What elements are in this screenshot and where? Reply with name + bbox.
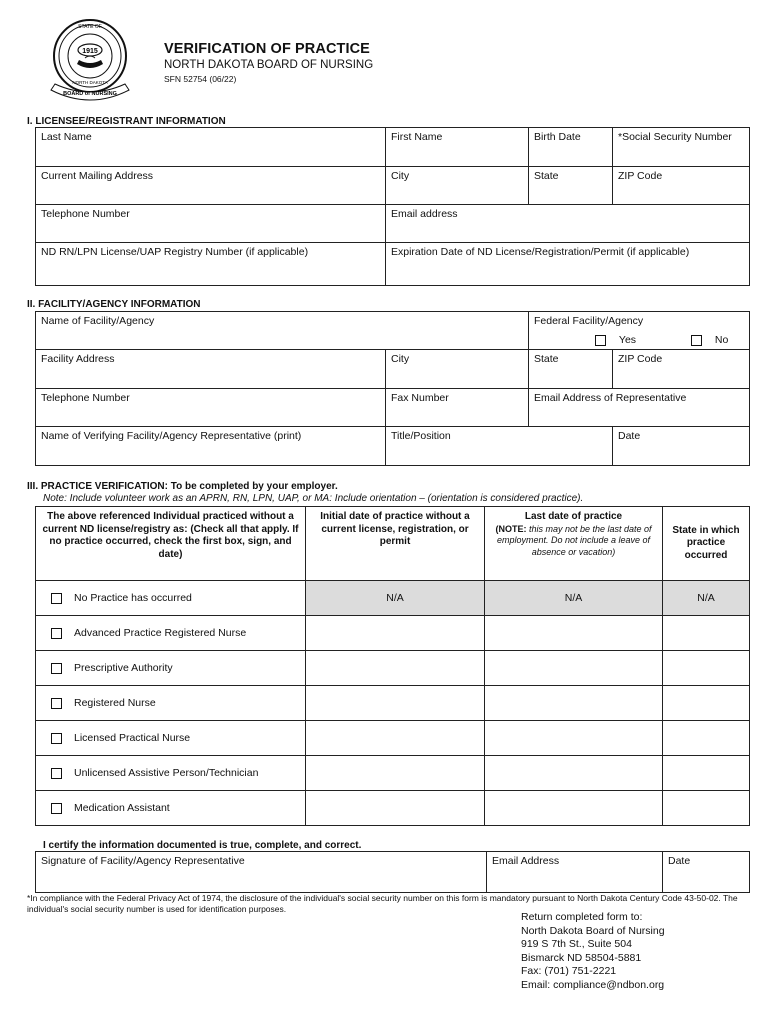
section-3-note: Note: Include volunteer work as an APRN, RN, LPN, UAP, or MA: Include orientation – (orientation is considered practice). <box>43 493 584 504</box>
state-cell[interactable] <box>663 651 750 686</box>
col-state-header: State in which practice occurred <box>663 507 750 581</box>
organization-name: NORTH DAKOTA BOARD OF NURSING <box>164 59 374 71</box>
rep-name-field[interactable] <box>36 427 386 466</box>
facility-table <box>35 311 750 466</box>
facility-state-field[interactable] <box>529 350 613 389</box>
last-date-title: Last date of practice <box>524 511 623 522</box>
last-date-note: this may not be the last date of employment. Do not include a leave of absence or vacation) <box>496 523 652 557</box>
federal-facility-field <box>529 312 750 350</box>
last-date-cell[interactable] <box>485 721 663 756</box>
state-field[interactable] <box>529 167 613 205</box>
certify-email-field[interactable] <box>487 852 663 893</box>
last-date-cell: N/A <box>485 581 663 616</box>
rn-checkbox[interactable] <box>51 698 62 709</box>
section-3-heading: III. PRACTICE VERIFICATION: To be completed by your employer. <box>27 481 338 492</box>
license-number-field[interactable] <box>36 243 386 286</box>
rep-email-field[interactable] <box>529 389 750 427</box>
yes-label: Yes <box>618 334 637 346</box>
table-row <box>36 581 750 616</box>
row-label: Medication Assistant <box>74 802 170 814</box>
practice-type-cell[interactable] <box>36 756 306 791</box>
facility-city-label: City <box>391 353 410 365</box>
initial-date-cell[interactable] <box>306 651 485 686</box>
initial-date-cell[interactable] <box>306 721 485 756</box>
certify-date-label: Date <box>668 855 691 867</box>
form-title: VERIFICATION OF PRACTICE <box>164 41 370 57</box>
last-date-cell[interactable] <box>485 756 663 791</box>
expiration-date-label: Expiration Date of ND License/Registration/Permit (if applicable) <box>391 246 690 258</box>
city-field[interactable] <box>386 167 529 205</box>
mailing-address-field[interactable] <box>36 167 386 205</box>
fax-field[interactable] <box>386 389 529 427</box>
federal-facility-label: Federal Facility/Agency <box>534 315 644 327</box>
facility-zip-field[interactable] <box>613 350 750 389</box>
state-cell[interactable] <box>663 616 750 651</box>
first-name-label: First Name <box>391 131 443 143</box>
row-label: No Practice has occurred <box>74 592 192 604</box>
row-label: Prescriptive Authority <box>74 662 173 674</box>
seal-ribbon-text: BOARD of NURSING <box>63 91 117 97</box>
form-number: SFN 52754 (06/22) <box>164 74 237 84</box>
privacy-notice: *In compliance with the Federal Privacy Act of 1974, the disclosure of the individual's social security number on this form is mandatory pursuant to North Dakota Century Code 43-50-02. The individual's social security number is used for identification purposes. <box>27 893 738 914</box>
facility-zip-label: ZIP Code <box>618 353 663 365</box>
zip-label: ZIP Code <box>618 170 663 182</box>
table-row <box>36 721 750 756</box>
signature-label: Signature of Facility/Agency Representative <box>41 855 245 867</box>
practice-type-cell[interactable] <box>36 791 306 826</box>
federal-no-option[interactable] <box>691 334 728 346</box>
mailing-address-label: Current Mailing Address <box>41 170 154 182</box>
uap-checkbox[interactable] <box>51 768 62 779</box>
title-position-label: Title/Position <box>391 430 451 442</box>
certify-email-label: Email Address <box>492 855 560 867</box>
return-line: North Dakota Board of Nursing <box>521 924 665 937</box>
rep-name-label: Name of Verifying Facility/Agency Representative (print) <box>41 430 302 442</box>
initial-date-cell: N/A <box>306 581 485 616</box>
row-label: Unlicensed Assistive Person/Technician <box>74 767 259 779</box>
email-field[interactable] <box>386 205 750 243</box>
seal-text-top: STATE OF <box>78 24 102 30</box>
last-date-note-bold: (NOTE: <box>495 523 527 534</box>
ma-checkbox[interactable] <box>51 803 62 814</box>
email-label: Email address <box>391 208 458 220</box>
expiration-date-field[interactable] <box>386 243 750 286</box>
certify-date-field[interactable] <box>663 852 750 893</box>
practice-type-cell[interactable] <box>36 616 306 651</box>
first-name-field[interactable] <box>386 128 529 167</box>
board-seal-logo <box>45 14 135 104</box>
seal-text-state: NORTH DAKOTA <box>72 80 108 85</box>
initial-date-cell[interactable] <box>306 686 485 721</box>
certify-statement: I certify the information documented is true, complete, and correct. <box>43 840 362 851</box>
facility-address-field[interactable] <box>36 350 386 389</box>
facility-telephone-field[interactable] <box>36 389 386 427</box>
fax-label: Fax Number <box>391 392 449 404</box>
initial-date-cell[interactable] <box>306 616 485 651</box>
return-line: 919 S 7th St., Suite 504 <box>521 938 632 950</box>
no-label: No <box>714 334 729 346</box>
table-row <box>36 616 750 651</box>
return-line: Email: compliance@ndbon.org <box>521 978 665 991</box>
facility-telephone-label: Telephone Number <box>41 392 130 404</box>
last-name-label: Last Name <box>41 131 92 143</box>
practice-type-cell[interactable] <box>36 686 306 721</box>
facility-name-field[interactable] <box>36 312 529 350</box>
facility-name-label: Name of Facility/Agency <box>41 315 155 327</box>
last-date-cell[interactable] <box>485 616 663 651</box>
last-date-cell[interactable] <box>485 686 663 721</box>
signature-field[interactable] <box>36 852 487 893</box>
facility-address-label: Facility Address <box>41 353 115 365</box>
city-label: City <box>391 170 410 182</box>
col-initial-date-header: Initial date of practice without a current license, registration, or permit <box>306 507 485 581</box>
row-label: Registered Nurse <box>74 697 156 709</box>
section-1-heading: I. LICENSEE/REGISTRANT INFORMATION <box>27 116 226 127</box>
col-last-date-header <box>485 507 663 581</box>
practice-verification-table <box>35 506 750 826</box>
seal-year: 1915 <box>82 48 98 55</box>
facility-city-field[interactable] <box>386 350 529 389</box>
federal-yes-option[interactable] <box>595 334 636 346</box>
title-position-field[interactable] <box>386 427 613 466</box>
birth-date-field[interactable] <box>529 128 613 167</box>
no-practice-checkbox[interactable] <box>51 593 62 604</box>
zip-field[interactable] <box>613 167 750 205</box>
return-line: Fax: (701) 751-2221 <box>521 965 617 977</box>
ssn-field[interactable] <box>613 128 750 167</box>
state-label: State <box>534 170 559 182</box>
prescriptive-authority-checkbox[interactable] <box>51 663 62 674</box>
rep-email-label: Email Address of Representative <box>534 392 687 404</box>
table-row <box>36 686 750 721</box>
rep-date-field[interactable] <box>613 427 750 466</box>
row-label: Advanced Practice Registered Nurse <box>74 627 247 639</box>
rep-date-label: Date <box>618 430 641 442</box>
return-address <box>521 911 665 992</box>
col-practiced-as-header: The above referenced Individual practiced without a current ND license/registry as: (Check all that apply. If no practice occurred, check the first box, sign, and date) <box>36 507 306 581</box>
license-number-label: ND RN/LPN License/UAP Registry Number (if applicable) <box>41 246 309 258</box>
return-line: Bismarck ND 58504-5881 <box>521 951 642 964</box>
facility-state-label: State <box>534 353 559 365</box>
telephone-field[interactable] <box>36 205 386 243</box>
table-row <box>36 756 750 791</box>
aprn-checkbox[interactable] <box>51 628 62 639</box>
signature-table <box>35 851 750 893</box>
no-checkbox[interactable] <box>691 335 702 346</box>
state-cell[interactable] <box>663 756 750 791</box>
lpn-checkbox[interactable] <box>51 733 62 744</box>
last-name-field[interactable] <box>36 128 386 167</box>
initial-date-cell[interactable] <box>306 791 485 826</box>
initial-date-cell[interactable] <box>306 756 485 791</box>
last-date-cell[interactable] <box>485 791 663 826</box>
licensee-table <box>35 127 750 286</box>
practice-type-cell[interactable] <box>36 581 306 616</box>
telephone-label: Telephone Number <box>41 208 130 220</box>
table-row <box>36 651 750 686</box>
table-row <box>36 791 750 826</box>
birth-date-label: Birth Date <box>534 131 581 143</box>
state-cell[interactable] <box>663 721 750 756</box>
last-date-cell[interactable] <box>485 651 663 686</box>
return-line: Return completed form to: <box>521 911 643 923</box>
state-cell[interactable] <box>663 686 750 721</box>
practice-type-cell[interactable] <box>36 721 306 756</box>
section-2-heading: II. FACILITY/AGENCY INFORMATION <box>27 299 201 310</box>
yes-checkbox[interactable] <box>595 335 606 346</box>
ssn-label: *Social Security Number <box>618 131 732 143</box>
practice-type-cell[interactable] <box>36 651 306 686</box>
state-cell: N/A <box>663 581 750 616</box>
row-label: Licensed Practical Nurse <box>74 732 191 744</box>
state-cell[interactable] <box>663 791 750 826</box>
